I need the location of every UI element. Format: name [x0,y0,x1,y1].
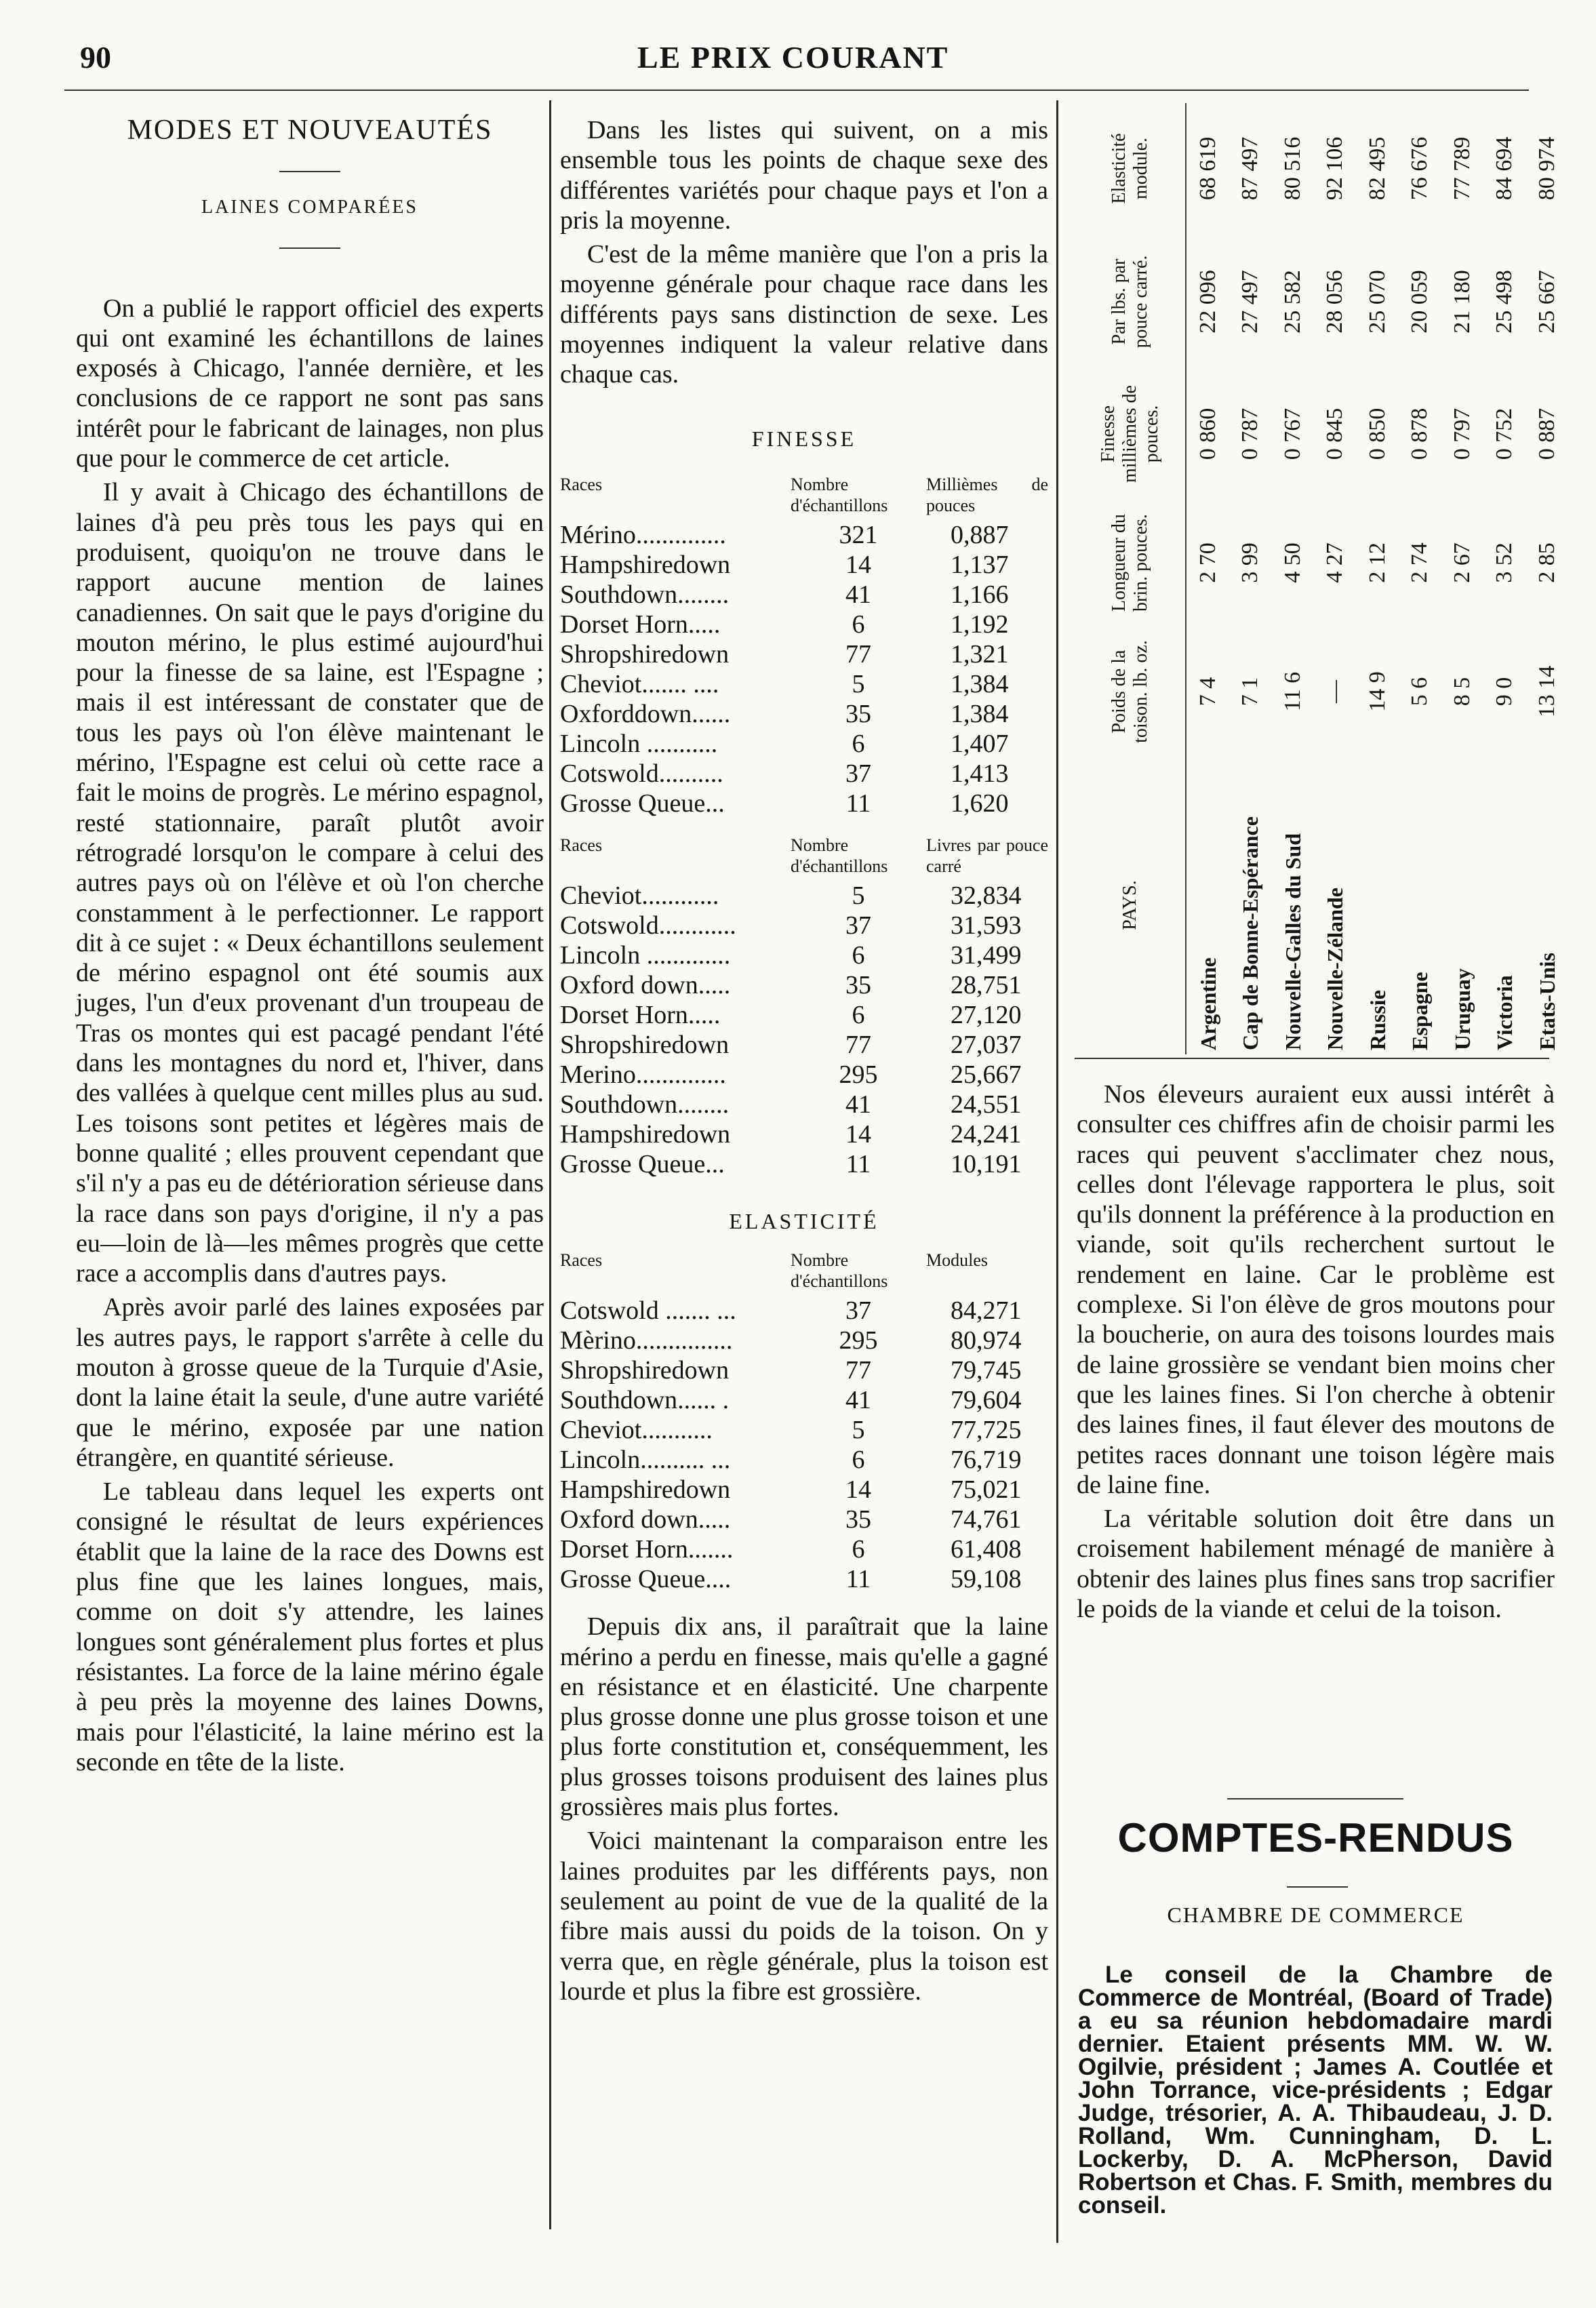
race-cell: Cheviot........... [560,1416,713,1445]
value-cell: 79,604 [951,1386,1022,1415]
country-cell: Victoria [1492,975,1517,1050]
table-row [1357,103,1399,1054]
table-row [1229,103,1271,1054]
value-cell: 80,974 [951,1326,1022,1355]
value-cell: 14 9 [1364,671,1390,712]
table-row [560,1296,1048,1326]
value-cell: 87 497 [1237,136,1263,201]
race-cell: Cheviot............ [560,881,719,910]
value-cell: 32,834 [951,881,1022,910]
country-cell: Cap de Bonne-Espérance [1238,816,1263,1050]
value-cell: 2 70 [1195,542,1220,583]
race-cell: Mèrino............... [560,1326,733,1355]
title-dash [279,171,340,172]
table-row [560,1564,1048,1594]
value-cell: 5 6 [1407,677,1433,707]
table-row [560,550,1048,580]
count-cell: 11 [845,1565,871,1594]
table-row [560,1534,1048,1564]
race-cell: Shropshiredown [560,1030,730,1059]
value-cell: 22 096 [1195,270,1220,334]
article-subtitle: LAINES COMPARÉES [201,197,418,218]
value-cell: 7 1 [1237,677,1263,707]
table-header-row [560,835,1048,881]
table-row [560,729,1048,759]
column-header: Elasticité module. [1075,103,1186,234]
table-row [560,1149,1048,1179]
count-cell: 6 [852,940,865,970]
column-header: Poids de la toison. lb. oz. [1075,627,1186,756]
value-cell: 4 50 [1279,542,1305,583]
value-cell: 0 845 [1322,407,1348,460]
count-cell: 77 [845,1356,871,1385]
column-header: Finesse millièmes de pouces. [1075,370,1186,498]
column-header: Millièmes de pouces [926,474,1048,515]
column-1 [76,115,544,1781]
race-cell: Oxford down..... [560,1505,731,1534]
table-row [560,940,1048,970]
country-cell: Russie [1365,990,1390,1050]
table-row [560,1119,1048,1149]
race-cell: Hampshiredown [560,550,731,579]
race-cell: Grosse Queue... [560,1149,725,1178]
value-cell: 31,593 [951,911,1022,940]
count-cell: 14 [845,1119,871,1149]
count-cell: 6 [852,1446,865,1475]
country-comparison-table [1075,103,1568,1054]
value-cell: 0 860 [1195,407,1220,460]
table-row [1272,103,1314,1054]
value-cell: 84 694 [1492,136,1517,201]
table-row [560,881,1048,911]
value-cell: 77 789 [1449,136,1475,201]
count-cell: 6 [852,610,865,639]
section-title: MODES ET NOUVEAUTÉS [127,115,493,146]
race-cell: Hampshiredown [560,1475,731,1505]
value-cell: 0 878 [1407,407,1433,460]
race-cell: Southdown...... . [560,1386,730,1415]
value-cell: 76 676 [1407,136,1433,201]
table-row [560,580,1048,610]
column-header: Par lbs. par pouce carré. [1075,234,1186,370]
value-cell: 61,408 [951,1535,1022,1564]
value-cell: 28,751 [951,970,1022,999]
title-dash [1287,1886,1348,1888]
count-cell: 11 [845,789,871,818]
value-cell: 68 619 [1195,136,1220,201]
column-rule-right [1056,100,1058,2243]
count-cell: 14 [845,1475,871,1505]
table-row [1525,103,1568,1054]
value-cell: 1,384 [951,699,1009,728]
count-cell: 6 [852,1000,865,1029]
running-title: LE PRIX COURANT [637,40,949,75]
table-row [560,970,1048,1000]
value-cell: 10,191 [951,1149,1022,1178]
table-row [560,1000,1048,1030]
table-row [560,1445,1048,1475]
value-cell: — [1322,680,1348,703]
table-row [560,639,1048,669]
value-cell: 0 767 [1279,407,1305,460]
count-cell: 295 [839,1060,878,1089]
value-cell: 27 497 [1237,270,1263,334]
paragraph: La véritable solution doit être dans un croisement habilement ménagé de manière à obtenir des laines plus fines sans trop sacrifier le poids de la viande et celui de la toison. [1077,1505,1555,1624]
table-row [560,669,1048,699]
paragraph: On a publié le rapport officiel des experts qui ont examiné les échantillons de laines exposés à Chicago, l'année dernière, et les conclusions de ce rapport ne sont pas sans intérêt pour le fabricant de lainages, non plus que pour le commerce de cet article. [76,294,544,473]
race-cell: Oxforddown...... [560,699,731,728]
section-separator [1227,1798,1403,1799]
table-row [560,789,1048,818]
value-cell: 25 498 [1492,270,1517,334]
race-cell: Cotswold ....... ... [560,1296,736,1326]
race-cell: Dorset Horn....... [560,1535,734,1564]
comptes-rendus-body [1078,1964,1553,2217]
count-cell: 37 [845,1296,871,1326]
value-cell: 77,725 [951,1416,1022,1445]
paragraph: Depuis dix ans, il paraîtrait que la laine mérino a perdu en finesse, mais qu'elle a gagné en résistance et en élasticité. Une charpente plus grosse donne une plus grosse toison et une plus forte constitution et, conséquemment, les plus grosses toisons produisent des laines plus grossières mais plus fortes. [560,1612,1048,1822]
race-cell: Oxford down..... [560,970,731,999]
table-header-row [560,474,1048,520]
value-cell: 0 787 [1237,407,1263,460]
value-cell: 0 887 [1534,407,1559,460]
country-cell: Argentine [1195,957,1220,1050]
race-cell: Lincoln ........... [560,729,718,758]
column-header: Nombre d'échantillons [791,474,888,515]
value-cell: 1,620 [951,789,1009,818]
table-row [1186,103,1229,1054]
value-cell: 92 106 [1322,136,1348,201]
paragraph: Le conseil de la Chambre de Commerce de Montréal, (Board of Trade) a eu sa réunion hebdomadaire mardi dernier. Etaient présents MM. W. W. Ogilvie, président ; James A. Coutlée et John Torrance, vice-présidents ; Edgar Judge, trésorier, A. A. Thibaudeau, J. D. Rolland, Wm. Cunningham, D. L. Lockerby, D. A. McPherson, David Robertson et Chas. F. Smith, membres du conseil. [1078,1962,1553,2219]
table-row [1441,103,1483,1054]
table-row [560,699,1048,729]
value-cell: 74,761 [951,1505,1022,1534]
race-cell: Cotswold............ [560,911,736,940]
race-cell: Mérino.............. [560,520,726,549]
table-row [560,911,1048,940]
value-cell: 25,667 [951,1060,1022,1089]
paragraph: Après avoir parlé des laines exposées par les autres pays, le rapport s'arrête à celle du mouton à grosse queue de la Turquie d'Asie, dont la laine était la seule, d'une autre variété que le mérino, exposée par une nation étrangère, en quantité sérieuse. [76,1293,544,1472]
count-cell: 37 [845,759,871,788]
page-number: 90 [80,40,111,75]
value-cell: 24,551 [951,1090,1022,1119]
count-cell: 35 [845,970,871,999]
finesse-title: FINESSE [751,426,857,451]
column-header: Modules [926,1250,988,1271]
country-cell: Etats-Unis [1534,952,1559,1050]
value-cell: 24,241 [951,1119,1022,1149]
column-header: Nombre d'échantillons [791,1250,888,1292]
race-cell: Cotswold.......... [560,759,723,788]
count-cell: 14 [845,550,871,579]
paragraph: Le tableau dans lequel les experts ont consigné le résultat de leurs expériences établit que la laine de la race des Downs est plus fine que les laines longues, mais, comme on doit s'y attendre, les laines longues sont généralement plus fortes et plus résistantes. La force de la laine mérino égale à peu près la moyenne des laines Downs, mais pour l'élasticité, la laine mérino est la seconde en tête de la liste. [76,1477,544,1776]
finesse-table [560,474,1048,818]
table-row [560,1355,1048,1385]
table-row [560,1060,1048,1090]
race-cell: Lincoln.......... ... [560,1446,731,1475]
value-cell: 80 516 [1279,136,1305,201]
column-header: Races [560,835,603,855]
country-cell: Espagne [1408,972,1433,1050]
column-header: PAYS. [1075,756,1186,1054]
race-cell: Hampshiredown [560,1119,731,1149]
country-cell: Nouvelle-Zélande [1323,888,1348,1050]
count-cell: 41 [845,1090,871,1119]
value-cell: 25 070 [1364,270,1390,334]
race-cell: Shropshiredown [560,639,730,669]
value-cell: 21 180 [1449,270,1475,334]
value-cell: 80 974 [1534,136,1559,201]
paragraph: C'est de la même manière que l'on a pris la moyenne générale pour chaque race dans les différents pays sans distinction de sexe. Les moyennes indiquent la valeur relative dans chaque cas. [560,240,1048,389]
race-cell: Grosse Queue... [560,789,725,818]
table-row [560,1385,1048,1415]
country-cell: Uruguay [1450,968,1475,1050]
value-cell: 0 797 [1449,407,1475,460]
comptes-rendus-subtitle: CHAMBRE DE COMMERCE [1167,1903,1464,1927]
race-cell: Dorset Horn..... [560,1000,721,1029]
table-header-row [1075,103,1186,1054]
count-cell: 5 [852,669,865,698]
value-cell: 1,384 [951,669,1009,698]
count-cell: 41 [845,1386,871,1415]
country-cell: Nouvelle-Galles du Sud [1280,833,1305,1050]
count-cell: 41 [845,580,871,609]
count-cell: 6 [852,729,865,758]
value-cell: 28 056 [1322,270,1348,334]
value-cell: 8 5 [1449,677,1475,707]
value-cell: 79,745 [951,1356,1022,1385]
value-cell: 3 52 [1492,542,1517,583]
paragraph: Il y avait à Chicago des échantillons de laines d'à peu près tous les pays qui en produisent, quoiqu'on ne trouve dans le rapport aucune mention de laines canadiennes. On sait que le pays d'origine du mouton mérino, le plus estimé aujourd'hui pour la finesse de sa laine, est l'Espagne ; mais il est intéressant de constater que de tous les pays où l'on élève maintenant le mérino, l'Espagne est celui où cette race a fait le moins de progrès. Le mérino espagnol, resté stationnaire, paraît plutôt avoir rétrogradé lorsqu'on le compare à celui des autres pays où on l'élève et où l'on cherche constamment à le perfectionner. Le rapport dit à ce sujet : « Deux échantillons seulement de mérino espagnol ont été soumis aux juges, l'un d'eux provenant d'un troupeau de Tras os montes qui est pacagé pendant l'été dans les montagnes du nord et, l'hiver, dans des vallées à quelque cent milles plus au sud. Les toisons sont petites et légères mais de bonne qualité ; elles prouvent cependant que s'il n'y a pas eu de détérioration sérieuse dans la race dans son pays d'origine, il n'y a pas eu—loin de là—les mêmes progrès que cette race a accomplis dans d'autres pays. [76,478,544,1288]
count-cell: 295 [839,1326,878,1355]
value-cell: 1,321 [951,639,1009,669]
value-cell: 2 67 [1449,542,1475,583]
value-cell: 2 85 [1534,542,1559,583]
count-cell: 37 [845,911,871,940]
value-cell: 0 752 [1492,407,1517,460]
value-cell: 0,887 [951,520,1009,549]
race-cell: Southdown........ [560,580,730,609]
paragraph: Nos éleveurs auraient eux aussi intérêt à consulter ces chiffres afin de choisir parmi les races qui peuvent s'acclimater chez nous, celles dont l'élevage rapportera le plus, soit qu'ils donnent la préférence à la production en viande, soit qu'ils recherchent surtout le rendement en laine. Car le problème est complexe. Si l'on élève de gros moutons pour la boucherie, on aura des toisons lourdes mais de laine grossière se vendant bien moins cher que les laines fines. Si l'on cherche à obtenir des laines fines, il faut élever des moutons de petites races donnant une toison légère mais de laine fine. [1077,1080,1555,1499]
elasticite-table [560,1250,1048,1594]
table-row [560,1505,1048,1534]
value-cell: 9 0 [1492,677,1517,707]
column-header: Nombre d'échantillons [791,835,888,876]
column-header: Livres par pouce carré [926,835,1048,876]
comptes-rendus-title: COMPTES-RENDUS [1117,1815,1514,1861]
table-row [560,1030,1048,1060]
table-row [560,610,1048,639]
value-cell: 1,407 [951,729,1009,758]
table-row [560,1415,1048,1445]
value-cell: 13 14 [1534,665,1559,718]
value-cell: 1,413 [951,759,1009,788]
race-cell: Dorset Horn..... [560,610,721,639]
paragraph: Dans les listes qui suivent, on a mis ensemble tous les points de chaque sexe des différentes variétés pour chaque pays et l'on a pris la moyenne. [560,116,1048,235]
value-cell: 11 6 [1279,671,1305,712]
value-cell: 2 74 [1407,542,1433,583]
column-header: Longueur du brin. pouces. [1075,498,1186,627]
column-header: Races [560,1250,603,1271]
value-cell: 84,271 [951,1296,1022,1326]
table-header-row [560,1250,1048,1296]
paragraph: Voici maintenant la comparaison entre les laines produites par les différents pays, non seulement au point de vue de la qualité de la fibre mais aussi du poids de la toison. On y verra que, en règle générale, plus la toison est lourde et plus la fibre est grossière. [560,1827,1048,2006]
count-cell: 321 [839,520,878,549]
table-row [560,1475,1048,1505]
value-cell: 59,108 [951,1565,1022,1594]
value-cell: 76,719 [951,1446,1022,1475]
value-cell: 27,120 [951,1000,1022,1029]
value-cell: 20 059 [1407,270,1433,334]
value-cell: 27,037 [951,1030,1022,1059]
count-cell: 77 [845,639,871,669]
table-row [1399,103,1441,1054]
column-2 [560,115,1048,2010]
race-cell: Cheviot....... .... [560,669,719,698]
count-cell: 11 [845,1149,871,1178]
value-cell: 1,192 [951,610,1009,639]
count-cell: 77 [845,1030,871,1059]
count-cell: 35 [845,699,871,728]
subtitle-dash [279,247,340,249]
race-cell: Grosse Queue.... [560,1565,732,1594]
value-cell: 25 582 [1279,270,1305,334]
table-row [1314,103,1356,1054]
table-row [1483,103,1525,1054]
race-cell: Lincoln ............. [560,940,731,970]
table-row [560,1090,1048,1119]
value-cell: 2 12 [1364,542,1390,583]
race-cell: Southdown........ [560,1090,730,1119]
table-row [560,520,1048,550]
value-cell: 4 27 [1322,542,1348,583]
value-cell: 1,166 [951,580,1009,609]
count-cell: 6 [852,1535,865,1564]
value-cell: 7 4 [1195,677,1220,707]
column-header: Races [560,474,603,494]
value-cell: 31,499 [951,940,1022,970]
value-cell: 0 850 [1364,407,1390,460]
count-cell: 5 [852,1416,865,1445]
force-table [560,835,1048,1179]
value-cell: 1,137 [951,550,1009,579]
table-row [560,1326,1048,1355]
value-cell: 82 495 [1364,136,1390,201]
race-cell: Shropshiredown [560,1356,730,1385]
table-bottom-rule [1075,1058,1549,1059]
header-rule [64,89,1529,91]
elasticite-title: ELASTICITÉ [729,1208,879,1233]
value-cell: 75,021 [951,1475,1022,1505]
column-3 [1077,1079,1555,1628]
count-cell: 5 [852,881,865,910]
value-cell: 25 667 [1534,270,1559,334]
value-cell: 3 99 [1237,542,1263,583]
table-row [560,759,1048,789]
count-cell: 35 [845,1505,871,1534]
column-rule-left [549,100,551,2229]
race-cell: Merino.............. [560,1060,726,1089]
